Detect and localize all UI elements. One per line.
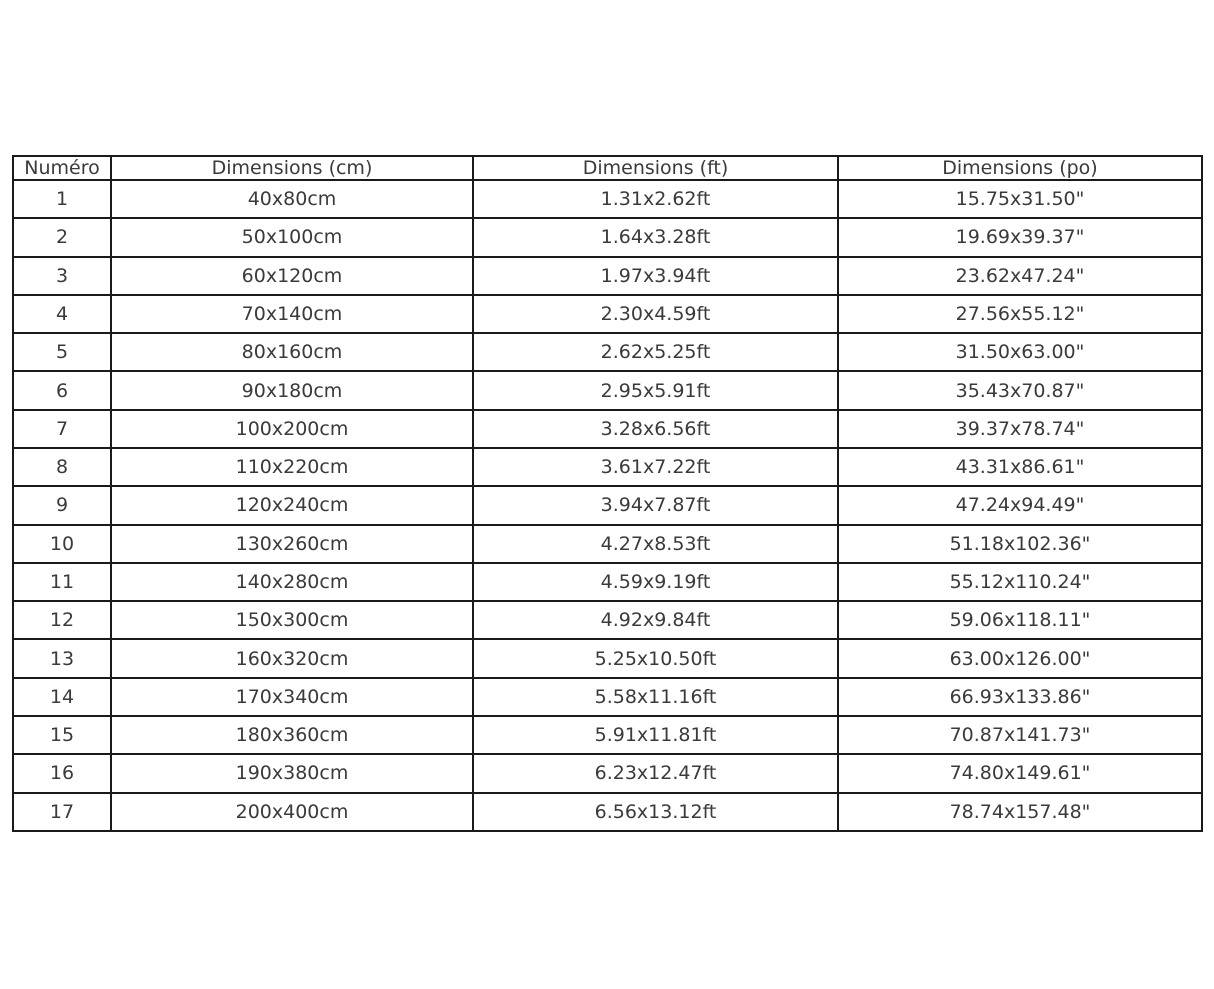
- cell-dimensions-cm: 130x260cm: [111, 525, 473, 563]
- cell-numero: 16: [13, 754, 111, 792]
- table-row: [13, 486, 1202, 524]
- cell-dimensions-po: 66.93x133.86": [838, 678, 1202, 716]
- cell-dimensions-cm: 170x340cm: [111, 678, 473, 716]
- cell-numero: 11: [13, 563, 111, 601]
- table-body: [13, 180, 1202, 831]
- cell-dimensions-ft: 1.64x3.28ft: [473, 218, 838, 256]
- table-row: [13, 295, 1202, 333]
- cell-dimensions-po: 74.80x149.61": [838, 754, 1202, 792]
- cell-numero: 2: [13, 218, 111, 256]
- table-row: [13, 448, 1202, 486]
- table-row: [13, 333, 1202, 371]
- cell-numero: 17: [13, 793, 111, 832]
- cell-numero: 9: [13, 486, 111, 524]
- dimensions-conversion-table-container: [12, 155, 1201, 832]
- table-row: [13, 410, 1202, 448]
- cell-dimensions-ft: 3.28x6.56ft: [473, 410, 838, 448]
- cell-dimensions-cm: 100x200cm: [111, 410, 473, 448]
- cell-dimensions-cm: 70x140cm: [111, 295, 473, 333]
- cell-dimensions-po: 23.62x47.24": [838, 257, 1202, 295]
- table-row: [13, 525, 1202, 563]
- table-row: [13, 793, 1202, 832]
- cell-dimensions-po: 70.87x141.73": [838, 716, 1202, 754]
- cell-dimensions-po: 51.18x102.36": [838, 525, 1202, 563]
- cell-dimensions-po: 47.24x94.49": [838, 486, 1202, 524]
- cell-dimensions-po: 35.43x70.87": [838, 371, 1202, 409]
- table-row: [13, 563, 1202, 601]
- cell-dimensions-po: 31.50x63.00": [838, 333, 1202, 371]
- cell-dimensions-po: 19.69x39.37": [838, 218, 1202, 256]
- cell-dimensions-ft: 5.91x11.81ft: [473, 716, 838, 754]
- dimensions-conversion-table: [12, 155, 1203, 832]
- cell-dimensions-cm: 90x180cm: [111, 371, 473, 409]
- cell-dimensions-ft: 4.27x8.53ft: [473, 525, 838, 563]
- cell-numero: 6: [13, 371, 111, 409]
- table-header-row: [13, 156, 1202, 180]
- table-row: [13, 257, 1202, 295]
- table-row: [13, 371, 1202, 409]
- cell-dimensions-ft: 4.59x9.19ft: [473, 563, 838, 601]
- column-header-cm: Dimensions (cm): [111, 156, 473, 180]
- table-row: [13, 601, 1202, 639]
- table-row: [13, 180, 1202, 218]
- cell-dimensions-po: 55.12x110.24": [838, 563, 1202, 601]
- cell-dimensions-po: 78.74x157.48": [838, 793, 1202, 832]
- cell-dimensions-ft: 3.94x7.87ft: [473, 486, 838, 524]
- cell-numero: 8: [13, 448, 111, 486]
- cell-numero: 5: [13, 333, 111, 371]
- cell-dimensions-cm: 110x220cm: [111, 448, 473, 486]
- cell-dimensions-ft: 2.95x5.91ft: [473, 371, 838, 409]
- cell-dimensions-cm: 60x120cm: [111, 257, 473, 295]
- cell-dimensions-cm: 190x380cm: [111, 754, 473, 792]
- cell-dimensions-cm: 160x320cm: [111, 639, 473, 677]
- cell-dimensions-ft: 1.97x3.94ft: [473, 257, 838, 295]
- column-header-ft: Dimensions (ft): [473, 156, 838, 180]
- cell-dimensions-ft: 6.23x12.47ft: [473, 754, 838, 792]
- cell-dimensions-ft: 5.25x10.50ft: [473, 639, 838, 677]
- cell-dimensions-cm: 40x80cm: [111, 180, 473, 218]
- cell-dimensions-cm: 150x300cm: [111, 601, 473, 639]
- cell-numero: 3: [13, 257, 111, 295]
- cell-dimensions-cm: 80x160cm: [111, 333, 473, 371]
- cell-dimensions-cm: 180x360cm: [111, 716, 473, 754]
- cell-numero: 12: [13, 601, 111, 639]
- cell-dimensions-po: 15.75x31.50": [838, 180, 1202, 218]
- cell-numero: 15: [13, 716, 111, 754]
- table-row: [13, 218, 1202, 256]
- column-header-po: Dimensions (po): [838, 156, 1202, 180]
- cell-dimensions-ft: 2.30x4.59ft: [473, 295, 838, 333]
- cell-dimensions-ft: 2.62x5.25ft: [473, 333, 838, 371]
- cell-dimensions-ft: 4.92x9.84ft: [473, 601, 838, 639]
- cell-dimensions-po: 59.06x118.11": [838, 601, 1202, 639]
- cell-numero: 4: [13, 295, 111, 333]
- column-header-numero: Numéro: [13, 156, 111, 180]
- cell-dimensions-ft: 1.31x2.62ft: [473, 180, 838, 218]
- cell-dimensions-cm: 140x280cm: [111, 563, 473, 601]
- table-row: [13, 716, 1202, 754]
- cell-dimensions-cm: 50x100cm: [111, 218, 473, 256]
- cell-numero: 1: [13, 180, 111, 218]
- cell-dimensions-ft: 6.56x13.12ft: [473, 793, 838, 832]
- table-row: [13, 678, 1202, 716]
- table-row: [13, 754, 1202, 792]
- cell-numero: 14: [13, 678, 111, 716]
- table-row: [13, 639, 1202, 677]
- cell-dimensions-po: 43.31x86.61": [838, 448, 1202, 486]
- cell-dimensions-cm: 120x240cm: [111, 486, 473, 524]
- cell-numero: 7: [13, 410, 111, 448]
- cell-dimensions-po: 39.37x78.74": [838, 410, 1202, 448]
- cell-dimensions-ft: 3.61x7.22ft: [473, 448, 838, 486]
- cell-dimensions-po: 63.00x126.00": [838, 639, 1202, 677]
- cell-dimensions-cm: 200x400cm: [111, 793, 473, 832]
- cell-dimensions-po: 27.56x55.12": [838, 295, 1202, 333]
- cell-numero: 13: [13, 639, 111, 677]
- cell-numero: 10: [13, 525, 111, 563]
- cell-dimensions-ft: 5.58x11.16ft: [473, 678, 838, 716]
